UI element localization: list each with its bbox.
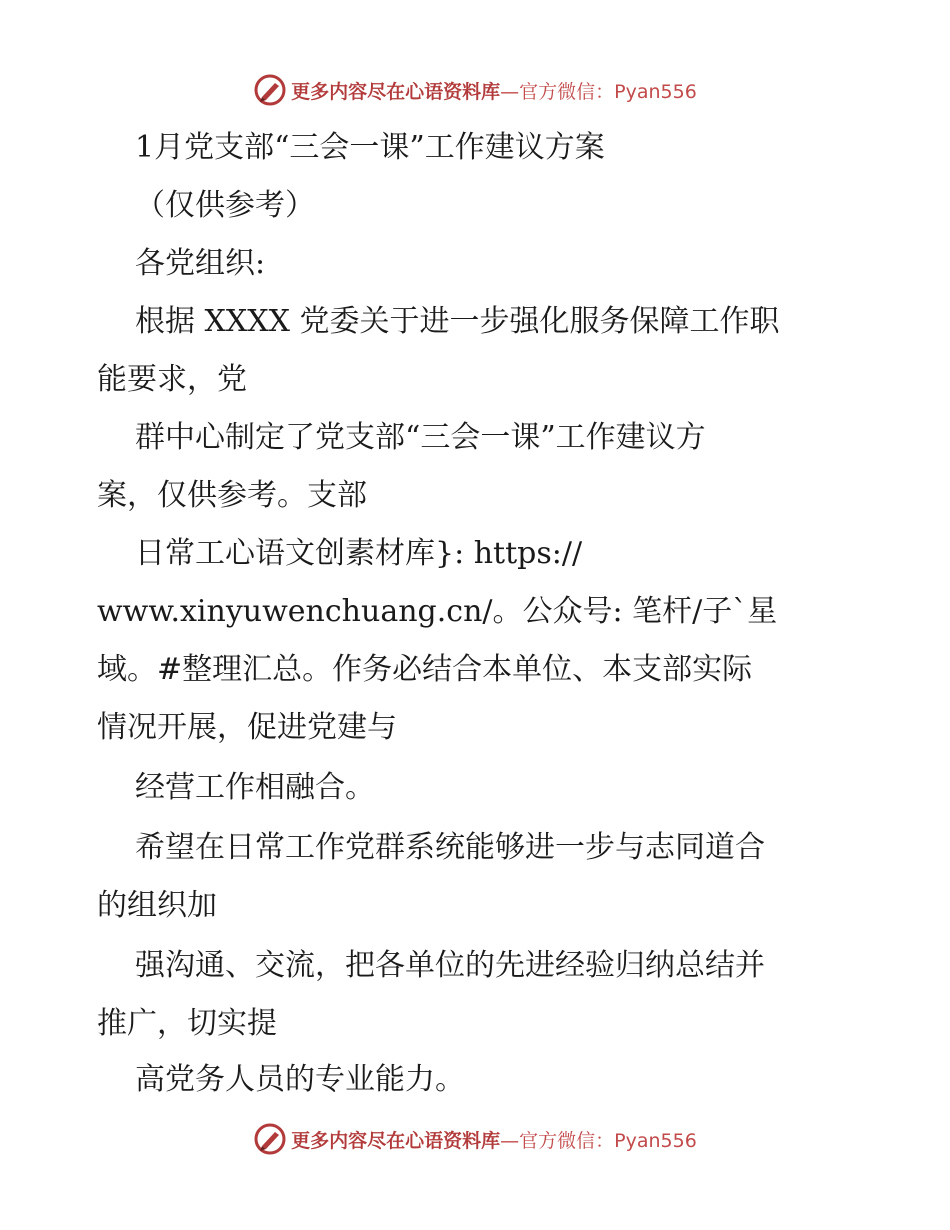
doc-line: www.xinyuwenchuang.cn/。公众号: 笔杆/子`星 xyxy=(97,594,778,629)
doc-title: 1月党支部“三会一课”工作建议方案 xyxy=(135,130,605,165)
doc-line: 经营工作相融合。 xyxy=(135,770,375,805)
doc-line: 的组织加 xyxy=(97,888,217,923)
banner-dash: — xyxy=(500,80,520,103)
banner-tail: 官方微信：Pyan556 xyxy=(519,80,697,103)
banner-text xyxy=(291,77,697,104)
doc-line: 能要求，党 xyxy=(97,362,247,397)
header-watermark-banner xyxy=(0,70,950,110)
doc-line: 情况开展，促进党建与 xyxy=(97,710,397,745)
doc-line: 根据 XXXX 党委关于进一步强化服务保障工作职 xyxy=(135,304,780,339)
banner-lead: 更多内容尽在心语资料库 xyxy=(291,80,501,103)
doc-line: 高党务人员的专业能力。 xyxy=(135,1062,465,1097)
doc-line: 强沟通、交流，把各单位的先进经验归纳总结并 xyxy=(135,948,765,983)
doc-line: 案，仅供参考。支部 xyxy=(97,478,367,513)
banner-text xyxy=(291,1126,697,1153)
banner-dash: — xyxy=(500,1129,520,1152)
writing-pen-circle-icon xyxy=(253,1122,287,1156)
doc-line: 域。#整理汇总。作务必结合本单位、本支部实际 xyxy=(97,652,753,687)
doc-line: 日常工心语文创素材库}: https:// xyxy=(135,536,583,571)
banner-tail: 官方微信：Pyan556 xyxy=(519,1129,697,1152)
doc-line: 希望在日常工作党群系统能够进一步与志同道合 xyxy=(135,830,765,865)
doc-line: 推广，切实提 xyxy=(97,1006,277,1041)
doc-subtitle: （仅供参考） xyxy=(135,188,315,223)
doc-line: 群中心制定了党支部“三会一课”工作建议方 xyxy=(135,420,706,455)
doc-salutation: 各党组织: xyxy=(135,246,266,281)
banner-lead: 更多内容尽在心语资料库 xyxy=(291,1129,501,1152)
footer-watermark-banner xyxy=(0,1119,950,1159)
writing-pen-circle-icon xyxy=(253,73,287,107)
